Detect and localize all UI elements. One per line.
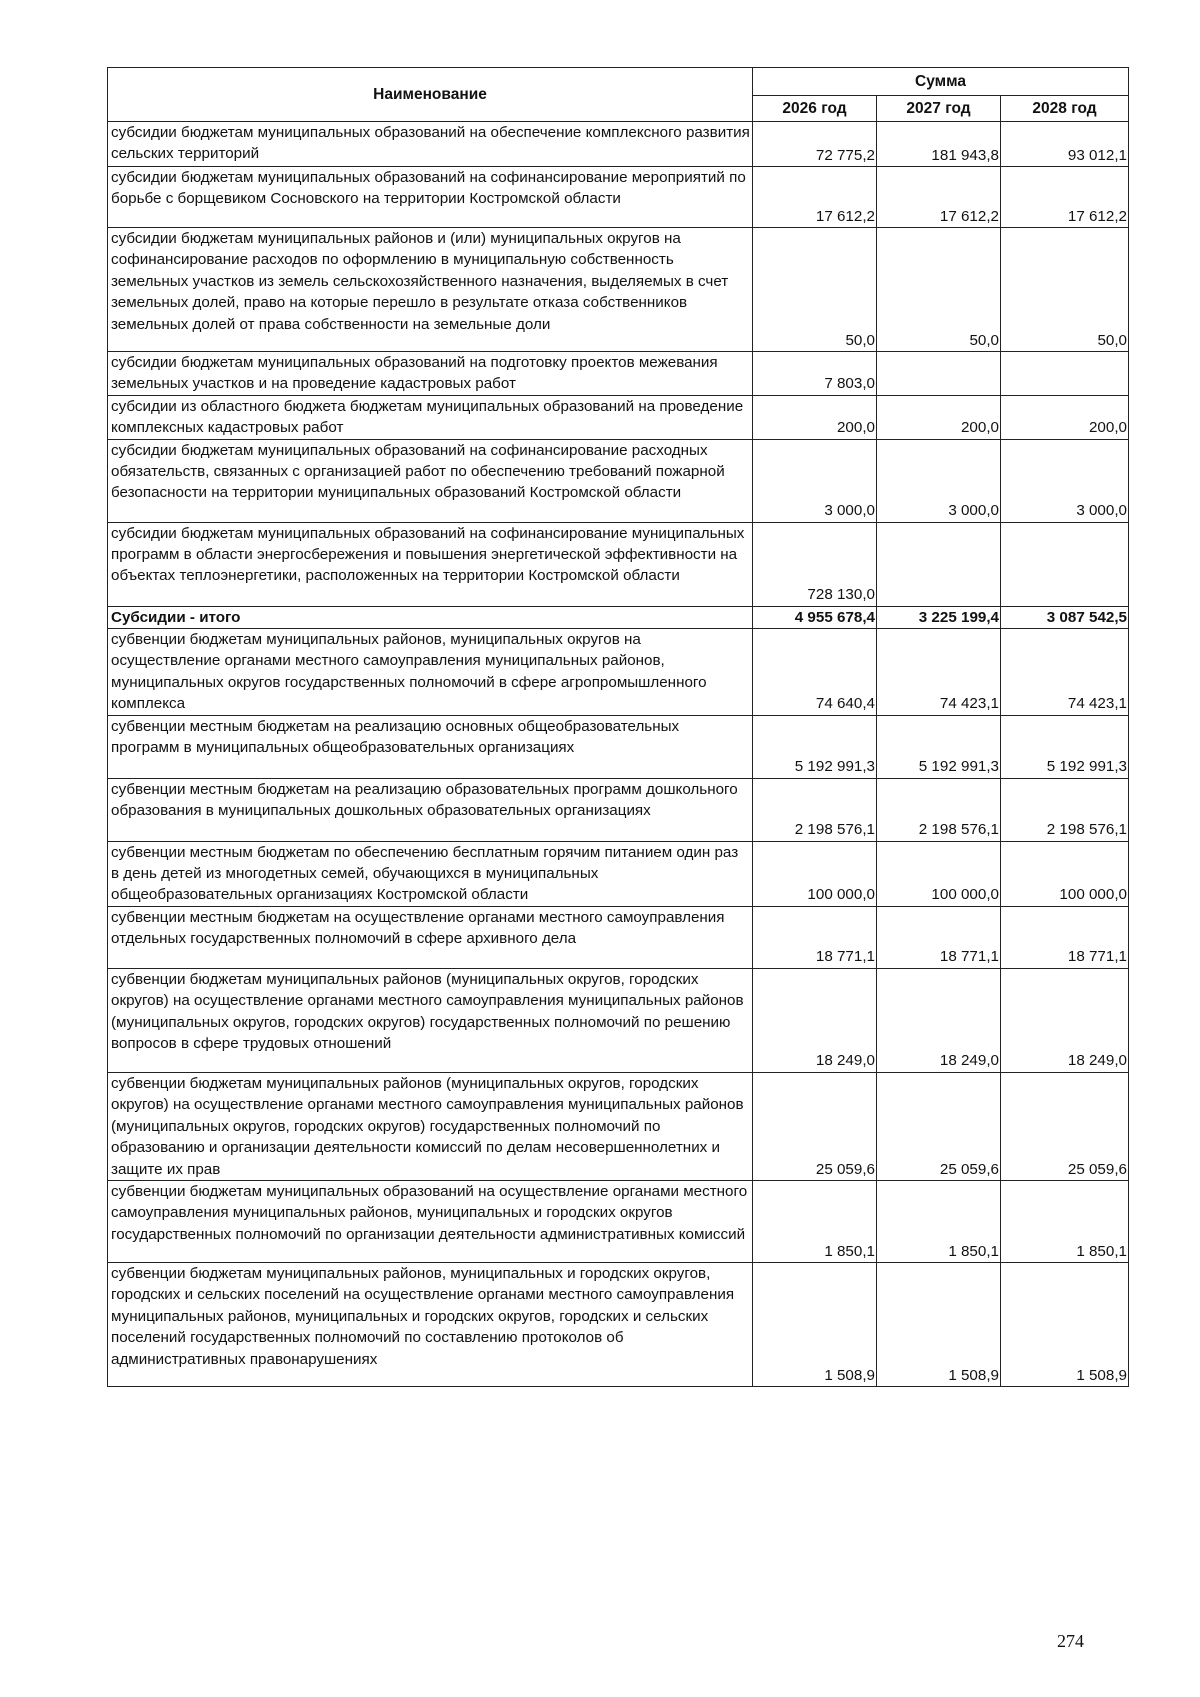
value-2028 [1001,522,1129,606]
table-row [108,395,1129,439]
value-2027: 5 192 991,3 [877,715,1001,778]
value-2026: 25 059,6 [753,1072,877,1180]
value-2028: 74 423,1 [1001,629,1129,716]
value-2028: 3 087 542,5 [1001,606,1129,628]
value-2027: 3 225 199,4 [877,606,1001,628]
row-name: субвенции местным бюджетам на реализацию основных общеобразовательных программ в муниципальных общеобразовательных организациях [108,715,753,778]
table-row [108,352,1129,396]
value-2026: 74 640,4 [753,629,877,716]
value-2028: 93 012,1 [1001,122,1129,167]
table-row [108,778,1129,841]
column-header-sum: Сумма [753,68,1129,96]
value-2026: 17 612,2 [753,167,877,228]
table-row [108,122,1129,167]
value-2026: 2 198 576,1 [753,778,877,841]
value-2026: 50,0 [753,228,877,352]
table-body [108,122,1129,1387]
value-2027 [877,522,1001,606]
page-number: 274 [1057,1631,1084,1651]
value-2028: 18 249,0 [1001,968,1129,1072]
table-row-total [108,606,1129,628]
row-name: субсидии бюджетам муниципальных районов и (или) муниципальных округов на софинансирование расходов по оформлению в муниципальную собственность земельных участков из земель сельскохозяйственного назначения, выделяемых в счет земельных долей, право на которые перешло в результате отказа собственников земельных долей от права собственности на земельные доли [108,228,753,352]
value-2026: 5 192 991,3 [753,715,877,778]
value-2028: 1 508,9 [1001,1262,1129,1386]
value-2027: 18 771,1 [877,906,1001,968]
value-2027: 1 850,1 [877,1180,1001,1262]
value-2028: 17 612,2 [1001,167,1129,228]
column-header-2028: 2028 год [1001,96,1129,122]
value-2028: 200,0 [1001,395,1129,439]
value-2027: 2 198 576,1 [877,778,1001,841]
value-2026: 72 775,2 [753,122,877,167]
table-row [108,522,1129,606]
row-name: субвенции бюджетам муниципальных образований на осуществление органами местного самоуправления муниципальных районов, муниципальных и городских округов государственных полномочий по организации деятельности административных комиссий [108,1180,753,1262]
value-2027: 18 249,0 [877,968,1001,1072]
value-2026: 1 850,1 [753,1180,877,1262]
row-name: субсидии бюджетам муниципальных образований на подготовку проектов межевания земельных участков и на проведение кадастровых работ [108,352,753,396]
table-row [108,715,1129,778]
value-2026: 728 130,0 [753,522,877,606]
row-name: субсидии из областного бюджета бюджетам муниципальных образований на проведение комплексных кадастровых работ [108,395,753,439]
value-2028: 25 059,6 [1001,1072,1129,1180]
table-row [108,841,1129,906]
value-2028: 100 000,0 [1001,841,1129,906]
row-name: субсидии бюджетам муниципальных образований на софинансирование расходных обязательств, связанных с организацией работ по обеспечению требований пожарной безопасности на территории муниципальных образований Костромской области [108,439,753,522]
table-row [108,439,1129,522]
table-row [108,968,1129,1072]
value-2026: 100 000,0 [753,841,877,906]
value-2028 [1001,352,1129,396]
value-2028: 18 771,1 [1001,906,1129,968]
value-2028: 1 850,1 [1001,1180,1129,1262]
value-2027: 25 059,6 [877,1072,1001,1180]
value-2026: 3 000,0 [753,439,877,522]
table-row [108,1072,1129,1180]
table-row [108,1180,1129,1262]
row-name: Субсидии - итого [108,606,753,628]
table-header [108,68,1129,122]
value-2027: 1 508,9 [877,1262,1001,1386]
row-name: субвенции бюджетам муниципальных районов (муниципальных округов, городских округов) на осуществление органами местного самоуправления муниципальных районов (муниципальных округов, городских округов) государственных полномочий по решению вопросов в сфере трудовых отношений [108,968,753,1072]
table-row [108,167,1129,228]
value-2028: 2 198 576,1 [1001,778,1129,841]
value-2027: 181 943,8 [877,122,1001,167]
value-2027: 3 000,0 [877,439,1001,522]
row-name: субвенции бюджетам муниципальных районов (муниципальных округов, городских округов) на осуществление органами местного самоуправления муниципальных районов (муниципальных округов, городских округов) государственных полномочий по образованию и организации деятельности комиссий по делам несовершеннолетних и защите их прав [108,1072,753,1180]
table-row [108,906,1129,968]
column-header-name: Наименование [108,68,753,122]
table-row [108,228,1129,352]
column-header-2027: 2027 год [877,96,1001,122]
value-2027: 200,0 [877,395,1001,439]
table-row [108,629,1129,716]
value-2026: 18 771,1 [753,906,877,968]
table-row [108,1262,1129,1386]
row-name: субвенции бюджетам муниципальных районов, муниципальных и городских округов, городских и сельских поселений на осуществление органами местного самоуправления муниципальных районов, муниципальных и городских округов, городских и сельских поселений государственных полномочий по составлению протоколов об административных правонарушениях [108,1262,753,1386]
value-2028: 5 192 991,3 [1001,715,1129,778]
value-2028: 3 000,0 [1001,439,1129,522]
row-name: субсидии бюджетам муниципальных образований на обеспечение комплексного развития сельских территорий [108,122,753,167]
value-2028: 50,0 [1001,228,1129,352]
budget-table [107,67,1129,1387]
row-name: субвенции местным бюджетам на реализацию образовательных программ дошкольного образования в муниципальных дошкольных образовательных организациях [108,778,753,841]
row-name: субвенции местным бюджетам на осуществление органами местного самоуправления отдельных государственных полномочий в сфере архивного дела [108,906,753,968]
value-2026: 18 249,0 [753,968,877,1072]
value-2026: 7 803,0 [753,352,877,396]
value-2026: 4 955 678,4 [753,606,877,628]
value-2027 [877,352,1001,396]
value-2027: 74 423,1 [877,629,1001,716]
column-header-2026: 2026 год [753,96,877,122]
value-2027: 100 000,0 [877,841,1001,906]
value-2026: 200,0 [753,395,877,439]
row-name: субвенции бюджетам муниципальных районов, муниципальных округов на осуществление органами местного самоуправления муниципальных районов, муниципальных округов государственных полномочий в сфере агропромышленного комплекса [108,629,753,716]
value-2026: 1 508,9 [753,1262,877,1386]
row-name: субсидии бюджетам муниципальных образований на софинансирование муниципальных программ в области энергосбережения и повышения энергетической эффективности на объектах теплоэнергетики, расположенных на территории Костромской области [108,522,753,606]
value-2027: 17 612,2 [877,167,1001,228]
value-2027: 50,0 [877,228,1001,352]
row-name: субвенции местным бюджетам по обеспечению бесплатным горячим питанием один раз в день детей из многодетных семей, обучающихся в муниципальных общеобразовательных организациях Костромской области [108,841,753,906]
row-name: субсидии бюджетам муниципальных образований на софинансирование мероприятий по борьбе с борщевиком Сосновского на территории Костромской области [108,167,753,228]
